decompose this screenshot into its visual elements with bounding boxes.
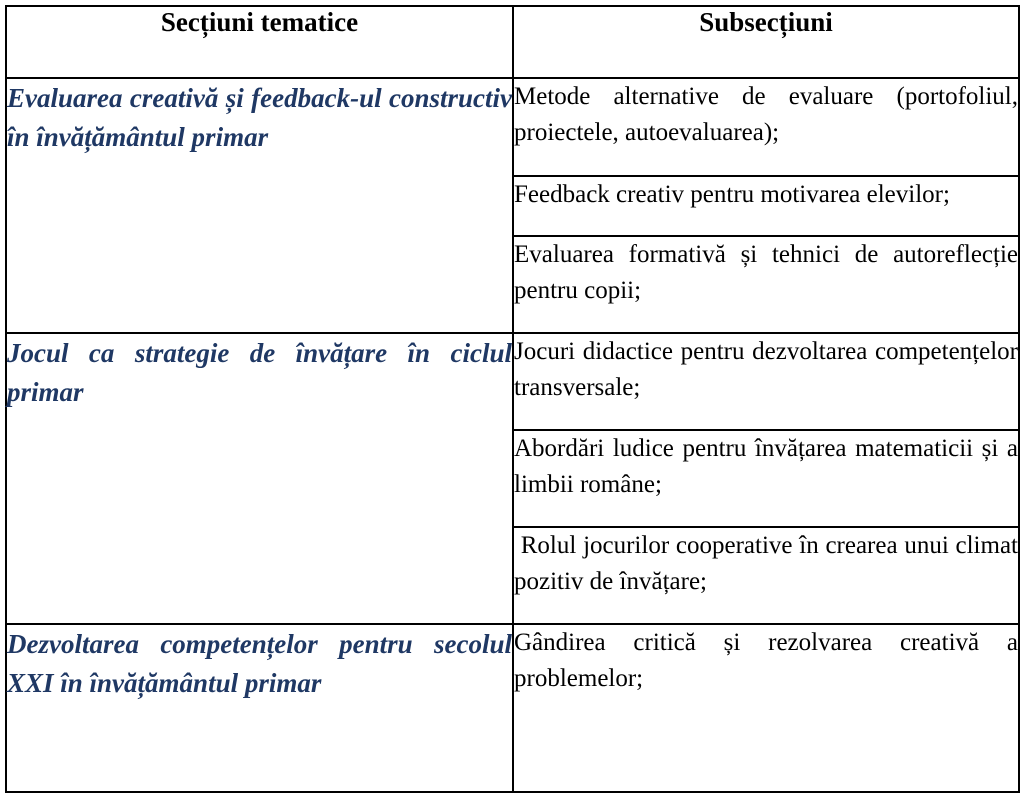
theme-cell <box>6 624 513 792</box>
subsection-text: Evaluarea formativă și tehnici de autoreflecție pentru copii; <box>514 241 1018 304</box>
subsection-text: Gândirea critică și rezolvarea creativă a problemelor; <box>514 629 1018 692</box>
table-row <box>6 333 1019 430</box>
subsection-cell <box>513 430 1019 527</box>
theme-title: Evaluarea creativă și feedback-ul constructiv în învățământul primar <box>7 83 512 152</box>
theme-cell <box>6 78 513 333</box>
subsection-text: Metode alternative de evaluare (portofoliul, proiectele, autoevaluarea); <box>514 83 1018 146</box>
subsection-text: Abordări ludice pentru învățarea matematicii și a limbii române; <box>514 435 1018 498</box>
subsection-cell <box>513 176 1019 236</box>
theme-title: Jocul ca strategie de învățare în ciclul primar <box>7 338 512 407</box>
subsection-text: Feedback creativ pentru motivarea elevilor; <box>514 181 950 208</box>
subsection-text: Jocuri didactice pentru dezvoltarea competențelor transversale; <box>514 338 1018 401</box>
subsection-cell <box>513 624 1019 792</box>
subsection-cell <box>513 236 1019 333</box>
header-thematic-sections: Secțiuni tematice <box>6 6 513 78</box>
header-subsections: Subsecțiuni <box>513 6 1019 78</box>
subsection-cell <box>513 78 1019 176</box>
table-row <box>6 624 1019 792</box>
subsection-cell <box>513 333 1019 430</box>
subsection-cell <box>513 527 1024 624</box>
table-row <box>6 78 1019 176</box>
theme-title: Dezvoltarea competențelor pentru secolul XXI în învățământul primar <box>7 629 512 698</box>
theme-cell <box>6 333 513 624</box>
thematic-sections-table <box>5 5 1024 793</box>
table-header-row <box>6 6 1019 78</box>
subsection-text: Rolul jocurilor cooperative în crearea unui climat pozitiv de învățare; <box>514 532 1024 595</box>
